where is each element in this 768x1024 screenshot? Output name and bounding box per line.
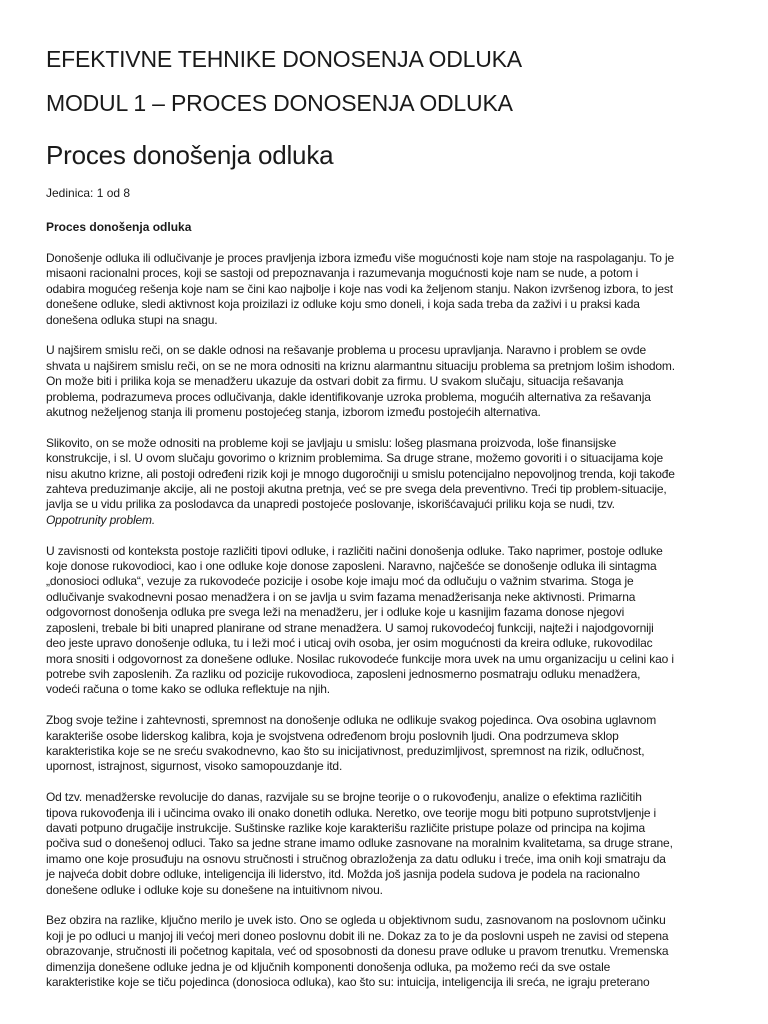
text-line: U zavisnosti od konteksta postoje različiti tipovi odluke, i različiti načini donošenja odluke. Tako naprimer, postoje odluke bbox=[46, 543, 663, 558]
text-line: nisu akutno krizne, ali postoji određeni rizik koji je mnogo dugoročniji u smislu potencijalno nepovoljnog trenda, koji takođe bbox=[46, 466, 675, 481]
text-line: javlja se u vidu prilika za poslodavca da unapredi postojeće poslovanje, iskorišćavajući priliku koja se nudi, tzv. bbox=[46, 497, 615, 512]
text-line: upornost, istrajnost, sigurnost, visoko samopouzdanje itd. bbox=[46, 759, 343, 774]
text-line: karakteristike koje se tiču pojedinca (donosioca odluka), kao što su: intuicija, inteligencija ili sreća, ne igraju preterano bbox=[46, 975, 650, 989]
module-title: MODUL 1 – PROCES DONOSENJA ODLUKA bbox=[46, 90, 513, 116]
text-line: zahteva preduzimanje akcije, ali ne postoji akutna pretnja, već se pre svega dela preventivno. Treći tip problem-situacije, bbox=[46, 482, 667, 497]
section-heading: Proces donošenja odluka bbox=[46, 220, 192, 234]
text-line: obrazovanje, stručnosti ili početnog kapitala, već od sposobnosti da donesu prave odluke u pravom trenutku. Vremenska bbox=[46, 944, 669, 959]
unit-label: Jedinica: 1 od 8 bbox=[46, 186, 131, 200]
text-line: U najširem smislu reči, on se dakle odnosi na rešavanje problema u procesu upravljanja. Naravno i problem se ovde bbox=[46, 343, 647, 358]
text-line: deo jeste upravo donošenje odluka, tu i leži moć i uticaj ovih osoba, jer osim mogućnosti da kreira odluke, rukovodilac bbox=[46, 636, 653, 651]
text-line: donešene odluke i odluke koje su donešene na intuitivnom nivou. bbox=[46, 882, 383, 897]
body-text bbox=[46, 251, 726, 1006]
text-line: odgovornost donošenja odluka pre svega leži na menadžeru, jer i odluke koje u kasnijim fazama donose njegovi bbox=[46, 605, 625, 620]
text-line: konstrukcije, i sl. U ovom slučaju govorimo o kriznim problemima. Sa druge strane, možemo govoriti i o situacijama koje bbox=[46, 451, 664, 466]
text-line: koje donose rukovodioci, kao i one odluke koje donose zaposleni. Naravno, najčešće se donošenje odluka ili sintagma bbox=[46, 559, 657, 574]
text-line: donešene odluke, sledi aktivnost koja proizilazi iz odluke koju smo doneli, i koja sada treba da zaživi i u praksi kada bbox=[46, 297, 640, 312]
opportunity-problem-term: Oppotrunity problem. bbox=[46, 512, 156, 527]
paragraph-3 bbox=[46, 436, 726, 528]
text-line: odabira mogućeg rešenja koje nam se čini kao najbolje i koje nas vodi ka željenom stanju. Nakon izvršenog izbora, to jest bbox=[46, 281, 673, 296]
text-line: dimenzija donešene odluke jedna je od ključnih komponenti donošenja odluka, pa možemo reći da sve ostale bbox=[46, 959, 611, 974]
text-line: problema, podrazumeva proces odlučivanja, dakle identifikovanje uzroka problema, mogućih alternativa za rešavanja bbox=[46, 389, 651, 404]
text-line: potrebe svih zaposlenih. Za razliku od pozicije rukovodioca, zaposleni jednosmerno posmatraju odluku menadžera, bbox=[46, 666, 641, 681]
text-line: shvata u najširem smislu reči, on se ne mora odnositi na kriznu alarmantnu situaciju problema sa pretnjom lošim ishodom. bbox=[46, 358, 675, 373]
text-line: karakteriše osobe liderskog kalibra, koja je svojstvena određenom broju poslovnih ljudi. Ona podrzumeva sklop bbox=[46, 728, 619, 743]
text-line: imamo one koje prosuđuju na osnovu stručnosti i stručnog obrazloženja za datu odluku i treće, ima onih koji smatraju da bbox=[46, 851, 666, 866]
text-line: Zbog svoje težine i zahtevnosti, spremnost na donošenje odluka ne odlikuje svakog pojedinca. Ova osobina uglavnom bbox=[46, 713, 657, 728]
text-line: je najveća dobit dobre odluke, inteligencija ili liderstvo, itd. Možda još jasnija podela sudova je podela na racionalno bbox=[46, 867, 640, 882]
text-line: počiva sud o donešenoj odluci. Tako sa jedne strane imamo odluke zasnovane na moralnim kvalitetama, sa druge strane, bbox=[46, 836, 673, 851]
paragraph-1 bbox=[46, 251, 726, 328]
text-line: „donosioci odluka“, vezuje za rukovodeće pozicije i osobe koje imaju moć da odlučuju o važnim stvarima. Stoga je bbox=[46, 574, 634, 589]
text-line: akutnog neželjenog stanja ili promenu postojećeg stanja, izborom između postojećih alternativa. bbox=[46, 405, 541, 420]
paragraph-7 bbox=[46, 913, 726, 990]
text-line: Od tzv. menadžerske revolucije do danas, razvijale su se brojne teorije o o rukovođenju, analize o efektima različitih bbox=[46, 790, 642, 805]
text-line: mora snositi i odgovornost za donešene odluke. Nosilac rukovodeće funkcije mora uvek na umu organizaciju u celini kao i bbox=[46, 651, 674, 666]
text-line: tipova rukovođenja ili i učincima ovako ili onako donetih odluka. Neretko, ove teorije mogu biti potpuno suprotstvljenje i bbox=[46, 805, 657, 820]
text-line: Donošenje odluka ili odlučivanje je proces pravljenja izbora između više mogućnosti koje nam stoje na raspolaganju. To je bbox=[46, 251, 674, 265]
text-line: zaposleni, trebale bi biti unapred planirane od strane menadžera. U samoj rukovodećoj funkciji, najteži i najodgovorniji bbox=[46, 620, 654, 635]
text-line: misaoni racionalni proces, koji se sastoji od prepoznavanja i razumevanja mogućnosti koje nam se nude, a potom i bbox=[46, 266, 639, 281]
text-line: odlučivanje svakodnevni posao menadžera i on se javlja u svim fazama menadžerisanja neke aktivnosti. Primarna bbox=[46, 589, 636, 604]
paragraph-2 bbox=[46, 343, 726, 420]
text-line: davati potpuno drugačije instrukcije. Suštinske razlike koje karakterišu različite pristupe polaze od principa na kojima bbox=[46, 820, 645, 835]
page-title: Proces donošenja odluka bbox=[46, 140, 334, 170]
text-line: vodeći računa o tome kako se odluka reflektuje na njih. bbox=[46, 682, 330, 697]
text-line: Bez obzira na razlike, ključno merilo je uvek isto. Ono se ogleda u objektivnom sudu, zasnovanom na poslovnom učinku bbox=[46, 913, 666, 928]
text-line: Slikovito, on se može odnositi na probleme koji se javljaju u smislu: lošeg plasmana proizvoda, loše finansijske bbox=[46, 435, 617, 450]
text-line: donešena odluka stupi na snagu. bbox=[46, 312, 218, 327]
paragraph-5 bbox=[46, 713, 726, 775]
paragraph-4 bbox=[46, 544, 726, 698]
text-line: koji je po odluci u manjoj ili većoj meri doneo poslovnu dobit ili ne. Dokaz za to je da poslovni uspeh ne zavisi od stepena bbox=[46, 928, 669, 943]
course-title: EFEKTIVNE TEHNIKE DONOSENJA ODLUKA bbox=[46, 46, 522, 72]
text-line: On može biti i prilika koja se menadžeru ukazuje da ostvari dobit za firmu. U svakom slučaju, situacija rešavanja bbox=[46, 374, 624, 389]
paragraph-6 bbox=[46, 790, 726, 898]
text-line: karakteristika koje se ne sreću svakodnevno, kao što su inicijativnost, preduzimljivost, spremnost na rizik, odlučnost, bbox=[46, 743, 645, 758]
